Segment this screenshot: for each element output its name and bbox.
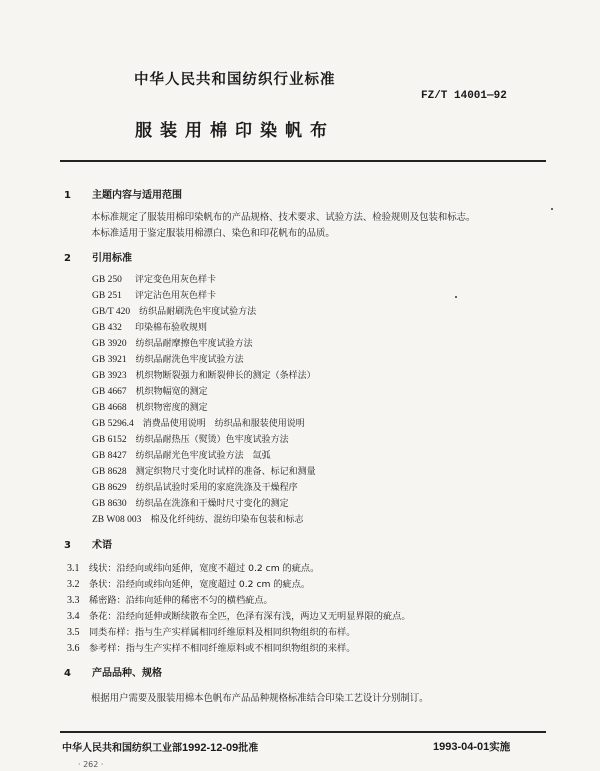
effective-label: 实施 [489,741,511,753]
term-text: 条花：沿经向延伸或断续散布全匹，色泽有深有浅，两边又无明显界限的疵点。 [89,611,411,622]
reference-title: 纺织品耐刷洗色牢度试验方法 [139,307,257,317]
paragraph: 根据用户需要及服装用棉本色帆布产品品种规格标准结合印染工艺设计分别制订。 [91,693,429,704]
reference-code: GB/T 420 [92,307,131,317]
term-text: 线状：沿经向或纬向延伸，宽度不超过 0.2 cm 的疵点。 [89,563,320,574]
reference-code: GB 251 [92,291,122,301]
term-item [67,640,355,654]
reference-item [92,464,316,477]
reference-title: 印染棉布验收规则 [135,323,208,333]
reference-title: 棉及化纤纯纺、混纺印染布包装和标志 [150,515,304,525]
reference-code: GB 5296.4 [92,419,134,429]
paragraph: 本标准规定了服装用棉印染帆布的产品规格、技术要求、试验方法、检验规则及包装和标志。 [91,212,476,223]
term-text: 参考样：指与生产实样不相同纤维原料或不相同织物组织的来样。 [89,643,356,654]
reference-item [92,384,208,397]
section-3-heading [64,536,112,551]
section-4-heading [64,664,162,679]
reference-code: GB 6152 [92,435,127,445]
effective-line [433,739,510,754]
section-1-heading [64,186,182,201]
reference-code: GB 250 [92,275,122,285]
term-item [67,592,273,606]
reference-item [92,416,305,429]
term-number: 3.5 [67,627,80,638]
reference-title: 测定织物尺寸变化时试样的准备、标记和测量 [135,467,316,477]
term-number: 3.4 [67,611,80,622]
reference-code: GB 3921 [92,355,127,365]
reference-item [92,400,208,413]
reference-code: GB 432 [92,323,122,333]
reference-item [92,320,207,333]
reference-title: 纺织品耐洗色牢度试验方法 [135,355,244,365]
reference-title: 机织物密度的测定 [135,403,208,413]
reference-title: 纺织品在洗涤和干燥时尺寸变化的测定 [135,499,289,509]
page-number: · 262 · [78,760,104,769]
reference-item [92,336,253,349]
reference-title: 评定变色用灰色样卡 [135,275,217,285]
reference-item [92,432,289,445]
approval-line [62,739,258,754]
reference-item [92,304,256,317]
reference-code: GB 8630 [92,499,127,509]
term-number: 3.6 [67,643,80,654]
paragraph: 本标准适用于鉴定服装用棉漂白、染色和印花帆布的品质。 [91,228,335,239]
term-item [67,608,411,622]
reference-item [92,368,316,381]
term-item [67,576,310,590]
approval-label: 批准 [238,743,259,754]
header-rule [60,160,546,162]
term-text: 条状：沿经向或纬向延伸，宽度超过 0.2 cm 的疵点。 [89,579,311,590]
reference-title: 纺织品耐热压（熨烫）色牢度试验方法 [135,435,289,445]
reference-code: ZB W08 003 [92,515,142,525]
reference-item [92,352,244,365]
approving-organization: 中华人民共和国纺织工业部 [62,743,182,754]
section-title: 引用标准 [92,253,132,264]
document-title: 服装用棉印染帆布 [135,121,335,141]
reference-code: GB 3920 [92,339,127,349]
reference-code: GB 4667 [92,387,127,397]
reference-title: 评定沾色用灰色样卡 [135,291,217,301]
section-number: 1 [64,190,71,201]
standard-type: 中华人民共和国纺织行业标准 [134,72,336,88]
section-number: 2 [64,253,71,264]
reference-item [92,288,216,301]
term-number: 3.2 [67,579,80,590]
reference-item [92,480,298,493]
section-number: 3 [64,540,71,551]
section-title: 产品品种、规格 [92,668,162,679]
reference-item [92,272,216,285]
reference-item [92,496,289,509]
reference-title: 消费品使用说明 纺织品和服装使用说明 [142,419,305,429]
section-title: 术语 [92,540,112,551]
term-text: 稀密路：沿纬向延伸的稀密不匀的横档疵点。 [89,595,273,606]
section-2-heading [64,249,132,264]
effective-date: 1993-04-01 [433,741,490,753]
reference-item [92,448,271,461]
scan-speck [455,296,457,298]
reference-item [92,512,303,525]
reference-code: GB 8628 [92,467,127,477]
reference-title: 纺织品耐光色牢度试验方法 氙弧 [135,451,271,461]
reference-code: GB 8629 [92,483,127,493]
approval-date: 1992-12-09 [182,742,239,754]
standard-code: FZ/T 14001—92 [421,90,507,102]
reference-code: GB 3923 [92,371,127,381]
term-text: 同类布样：指与生产实样属相同纤维原料及相同织物组织的布样。 [89,627,356,638]
section-number: 4 [64,668,71,679]
reference-code: GB 4668 [92,403,127,413]
term-item [67,624,355,638]
section-title: 主题内容与适用范围 [92,190,182,201]
footer-rule [60,731,546,733]
scan-speck [551,208,553,210]
reference-title: 机织物断裂强力和断裂伸长的测定（条样法） [135,371,316,381]
reference-title: 机织物幅宽的测定 [135,387,208,397]
term-number: 3.1 [67,563,80,574]
term-item [67,560,319,574]
reference-code: GB 8427 [92,451,127,461]
reference-title: 纺织品耐摩擦色牢度试验方法 [135,339,253,349]
reference-title: 纺织品试验时采用的家庭洗涤及干燥程序 [135,483,298,493]
term-number: 3.3 [67,595,80,606]
